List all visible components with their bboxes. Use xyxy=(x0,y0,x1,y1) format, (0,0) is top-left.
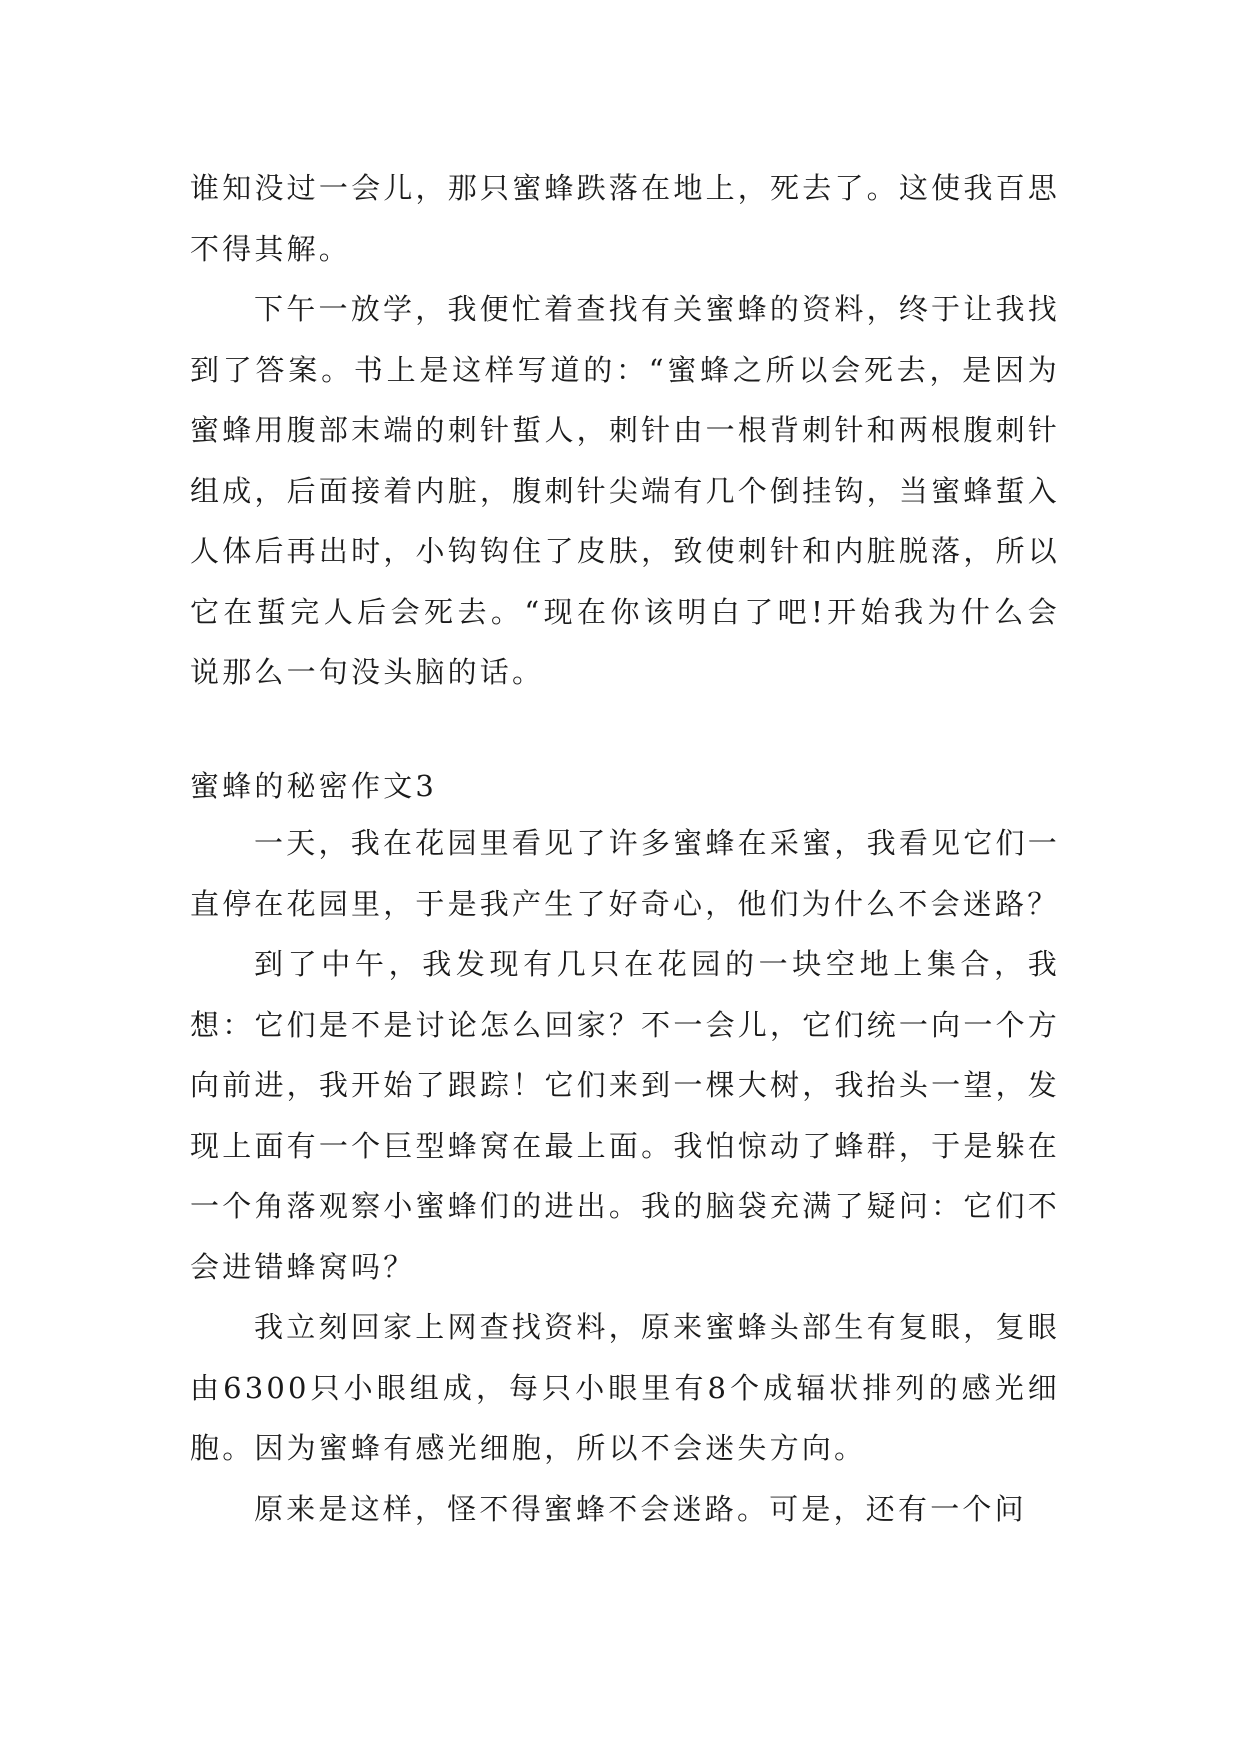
paragraph-3: 一天，我在花园里看见了许多蜜蜂在采蜜，我看见它们一直停在花园里，于是我产生了好奇心，他们为什么不会迷路？ xyxy=(190,826,1060,921)
paragraph-4: 到了中午，我发现有几只在花园的一块空地上集合，我想：它们是不是讨论怎么回家？不一会儿，它们统一向一个方向前进，我开始了跟踪！它们来到一棵大树，我抬头一望，发现上面有一个巨型蜂窝在最上面。我怕惊动了蜂群，于是躲在一个角落观察小蜜蜂们的进出。我的脑袋充满了疑问：它们不会进错蜂窝吗？ xyxy=(190,947,1060,1284)
paragraph-5: 我立刻回家上网查找资料，原来蜜蜂头部生有复眼，复眼由6300只小眼组成，每只小眼里有8个成辐状排列的感光细胞。因为蜜蜂有感光细胞，所以不会迷失方向。 xyxy=(190,1310,1060,1465)
section-title: 蜜蜂的秘密作文3 xyxy=(190,768,438,803)
paragraph-1: 谁知没过一会儿，那只蜜蜂跌落在地上，死去了。这使我百思不得其解。 xyxy=(190,171,1060,266)
document-body xyxy=(190,158,1060,1539)
paragraph-6: 原来是这样，怪不得蜜蜂不会迷路。可是，还有一个问 xyxy=(254,1491,1027,1526)
paragraph-2: 下午一放学，我便忙着查找有关蜜蜂的资料，终于让我找到了答案。书上是这样写道的：“蜜蜂之所以会死去，是因为蜜蜂用腹部末端的刺针蜇人，刺针由一根背刺针和两根腹刺针组成，后面接着内脏，腹刺针尖端有几个倒挂钩，当蜜蜂蜇入人体后再出时，小钩钩住了皮肤，致使刺针和内脏脱落，所以它在蜇完人后会死去。“现在你该明白了吧!开始我为什么会说那么一句没头脑的话。 xyxy=(190,292,1060,689)
